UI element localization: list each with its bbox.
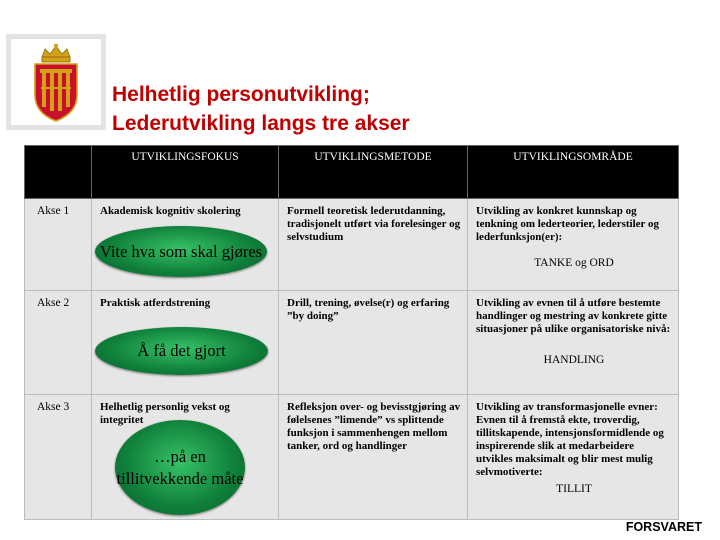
method-cell: Refleksjon over- og bevisstgjøring av følelsenes ”limende” vs splittende funksjon i sammenhengen mellom tanker, ord og handlinger — [279, 395, 468, 520]
area-text: Utvikling av transformasjonelle evner: Evnen til å fremstå ekte, troverdig, tillitskapende, intensjonsformidlende og inspirerende slik at medarbeidere utvikles maksimalt og blir mest mulig selvmotiverte: — [476, 401, 664, 478]
column-header-area: UTVIKLINGSOMRÅDE — [468, 146, 679, 199]
focus-cell: Praktisk atferdstrening — [92, 291, 279, 395]
area-tag: HANDLING — [543, 354, 605, 366]
column-header-method: UTVIKLINGSMETODE — [279, 146, 468, 199]
footer-brand: FORSVARET — [625, 520, 702, 534]
title-line-2: Lederutvikling langs tre akser — [112, 112, 410, 135]
table-header-row — [25, 146, 679, 199]
area-cell — [468, 199, 679, 291]
axis-label: Akse 1 — [25, 199, 92, 291]
area-cell — [468, 395, 679, 520]
column-header-focus: UTVIKLINGSFOKUS — [92, 146, 279, 199]
focus-cell: Akademisk kognitiv skolering — [92, 199, 279, 291]
axis-label: Akse 3 — [25, 395, 92, 520]
oval-trustworthy-way: …på en tillitvekkende måte — [115, 420, 245, 515]
column-header-axis — [25, 146, 92, 199]
focus-cell: Helhetlig personlig vekst og integritet — [92, 395, 279, 520]
area-tag: TILLIT — [556, 483, 592, 495]
axis-label: Akse 2 — [25, 291, 92, 395]
method-cell: Formell teoretisk lederutdanning, tradisjonelt utført via forelesinger og selvstudium — [279, 199, 468, 291]
oval-know-what-to-do: Vite hva som skal gjøres — [95, 226, 267, 277]
area-tag: TANKE og ORD — [534, 257, 614, 269]
area-text: Utvikling av evnen til å utføre bestemte handlinger og mestring av konkrete gitte situasjoner på ulike organisatoriske nivå: — [476, 297, 671, 335]
oval-get-it-done: Å få det gjort — [95, 327, 268, 375]
area-text: Utvikling av konkret kunnskap og tenkning om lederteorier, lederstiler og lederfunksjon(er): — [476, 205, 659, 243]
title-line-1: Helhetlig personutvikling; — [112, 83, 370, 106]
logo-frame — [6, 34, 106, 130]
area-cell — [468, 291, 679, 395]
method-cell: Drill, trening, øvelse(r) og erfaring ”by doing” — [279, 291, 468, 395]
coat-of-arms-icon — [33, 43, 79, 123]
slide-title — [112, 80, 410, 138]
